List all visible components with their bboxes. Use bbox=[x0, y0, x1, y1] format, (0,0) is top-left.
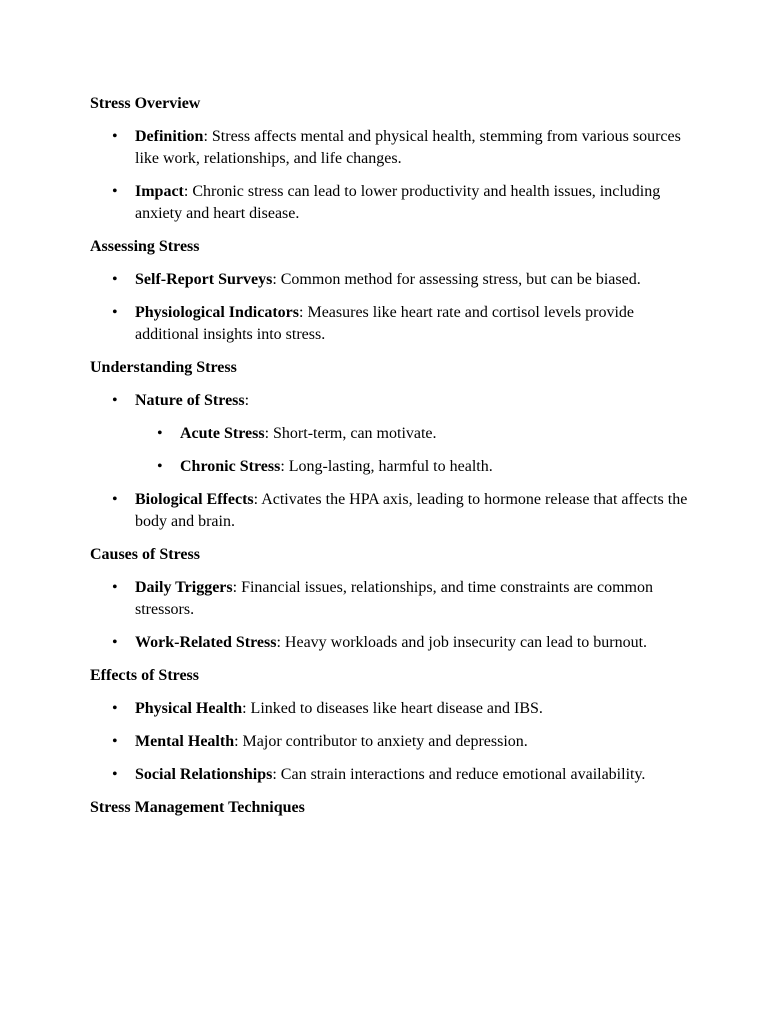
description-physiological-indicators: : Measures like heart rate and cortisol levels provide additional insights into stress. bbox=[135, 304, 635, 343]
term-biological-effects: Biological Effects bbox=[135, 491, 254, 508]
nature-of-stress-sublist bbox=[135, 423, 690, 478]
list-item-biological-effects bbox=[90, 489, 690, 533]
term-self-report-surveys: Self-Report Surveys bbox=[135, 271, 273, 288]
section-heading-stress-management-techniques: Stress Management Techniques bbox=[90, 799, 305, 816]
description-chronic-stress: : Long-lasting, harmful to health. bbox=[280, 458, 493, 475]
bullet-icon: • bbox=[112, 733, 118, 750]
bullet-icon: • bbox=[112, 183, 118, 200]
list-item-work-related-stress bbox=[90, 632, 690, 654]
description-social-relationships: : Can strain interactions and reduce emotional availability. bbox=[272, 766, 646, 783]
bullet-icon: • bbox=[112, 271, 118, 288]
term-physical-health: Physical Health bbox=[135, 700, 243, 717]
term-daily-triggers: Daily Triggers bbox=[135, 579, 233, 596]
section-heading-stress-overview: Stress Overview bbox=[90, 95, 201, 112]
description-work-related-stress: : Heavy workloads and job insecurity can lead to burnout. bbox=[276, 634, 648, 651]
description-impact: : Chronic stress can lead to lower productivity and health issues, including anxiety and heart disease. bbox=[135, 183, 661, 222]
document-page bbox=[90, 93, 690, 830]
term-physiological-indicators: Physiological Indicators bbox=[135, 304, 300, 321]
bullet-icon: • bbox=[112, 128, 118, 145]
list-item-daily-triggers bbox=[90, 577, 690, 621]
section-heading-understanding-stress: Understanding Stress bbox=[90, 359, 237, 376]
list-item-physical-health bbox=[90, 698, 690, 720]
term-acute-stress: Acute Stress bbox=[180, 425, 265, 442]
bullet-icon: • bbox=[112, 634, 118, 651]
causes-of-stress-list bbox=[90, 577, 690, 654]
bullet-icon: • bbox=[112, 579, 118, 596]
effects-of-stress-list bbox=[90, 698, 690, 786]
list-item-physiological-indicators bbox=[90, 302, 690, 346]
sublist-item-chronic-stress bbox=[135, 456, 690, 478]
bullet-icon: • bbox=[112, 766, 118, 783]
term-impact: Impact bbox=[135, 183, 184, 200]
list-item-social-relationships bbox=[90, 764, 690, 786]
list-item-definition bbox=[90, 126, 690, 170]
description-mental-health: : Major contributor to anxiety and depression. bbox=[234, 733, 528, 750]
section-heading-causes-of-stress: Causes of Stress bbox=[90, 546, 200, 563]
description-self-report-surveys: : Common method for assessing stress, but can be biased. bbox=[272, 271, 641, 288]
term-social-relationships: Social Relationships bbox=[135, 766, 273, 783]
bullet-icon: • bbox=[157, 458, 163, 475]
bullet-icon: • bbox=[112, 304, 118, 321]
term-work-related-stress: Work-Related Stress bbox=[135, 634, 277, 651]
term-nature-of-stress: Nature of Stress bbox=[135, 392, 245, 409]
section-heading-effects-of-stress: Effects of Stress bbox=[90, 667, 200, 684]
bullet-icon: • bbox=[157, 425, 163, 442]
term-chronic-stress: Chronic Stress bbox=[180, 458, 281, 475]
description-acute-stress: : Short-term, can motivate. bbox=[264, 425, 437, 442]
bullet-icon: • bbox=[112, 392, 118, 409]
section-heading-assessing-stress: Assessing Stress bbox=[90, 238, 200, 255]
assessing-stress-list bbox=[90, 269, 690, 346]
bullet-icon: • bbox=[112, 700, 118, 717]
list-item-nature-of-stress bbox=[90, 390, 690, 478]
list-item-impact bbox=[90, 181, 690, 225]
bullet-icon: • bbox=[112, 491, 118, 508]
understanding-stress-list bbox=[90, 390, 690, 533]
term-definition: Definition bbox=[135, 128, 204, 145]
description-physical-health: : Linked to diseases like heart disease and IBS. bbox=[242, 700, 543, 717]
list-item-self-report-surveys bbox=[90, 269, 690, 291]
description-nature-of-stress: : bbox=[244, 392, 250, 409]
list-item-mental-health bbox=[90, 731, 690, 753]
sublist-item-acute-stress bbox=[135, 423, 690, 445]
stress-overview-list bbox=[90, 126, 690, 225]
description-definition: : Stress affects mental and physical health, stemming from various sources like work, relationships, and life changes. bbox=[135, 128, 681, 167]
description-biological-effects: : Activates the HPA axis, leading to hormone release that affects the body and brain. bbox=[135, 491, 688, 530]
description-daily-triggers: : Financial issues, relationships, and time constraints are common stressors. bbox=[135, 579, 653, 618]
term-mental-health: Mental Health bbox=[135, 733, 235, 750]
